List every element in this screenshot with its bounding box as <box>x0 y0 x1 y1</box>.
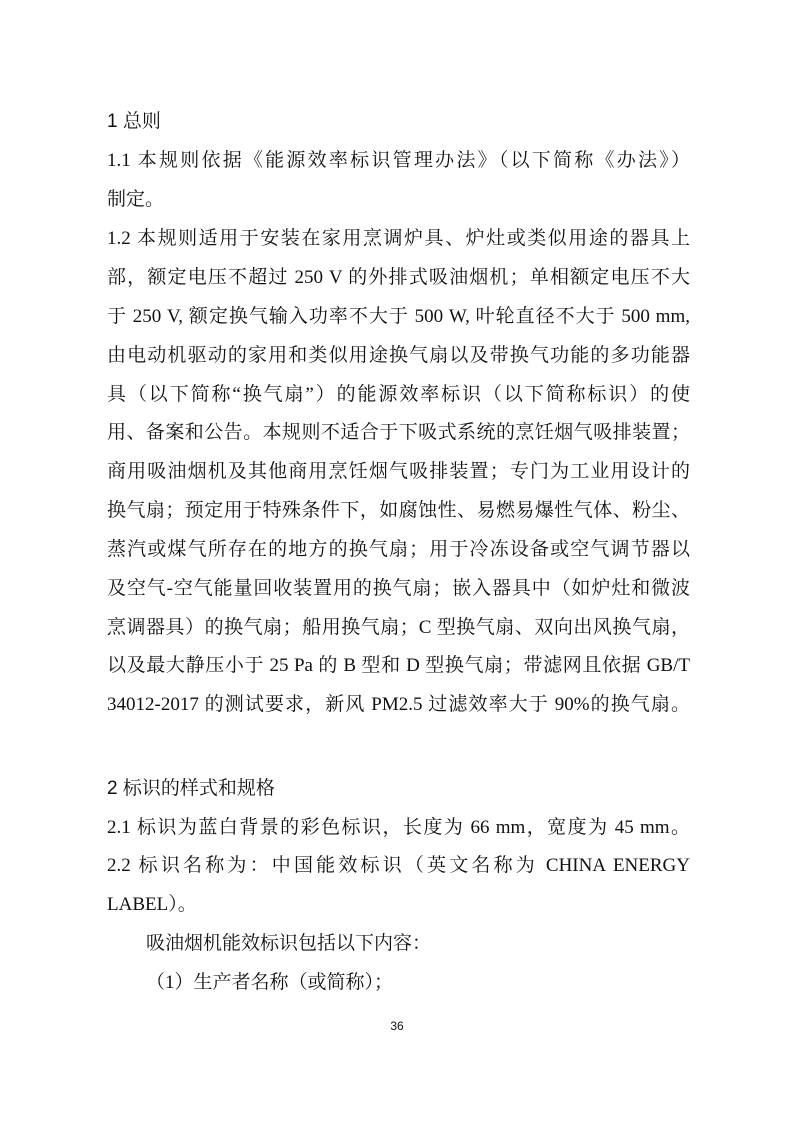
paragraph-line: 具（以下简称“换气扇”）的能源效率标识（以下简称标识）的使 <box>107 384 690 405</box>
paragraph-line: 1.2 本规则适用于安装在家用烹调炉具、炉灶或类似用途的器具上 <box>107 228 690 249</box>
paragraph-line: 烹调器具）的换气扇；船用换气扇；C 型换气扇、双向出风换气扇， <box>107 617 690 638</box>
paragraph-line: 换气扇；预定用于特殊条件下，如腐蚀性、易燃易爆性气体、粉尘、 <box>107 500 690 521</box>
paragraph-line: 由电动机驱动的家用和类似用途换气扇以及带换气功能的多功能器 <box>107 345 690 366</box>
paragraph-line: 2.2 标识名称为：中国能效标识（英文名称为 CHINA ENERGY <box>107 855 690 876</box>
paragraph-line: 部，额定电压不超过 250 V 的外排式吸油烟机；单相额定电压不大 <box>107 267 690 288</box>
section-heading: 2 标识的样式和规格 <box>107 778 275 799</box>
paragraph-line: 以及最大静压小于 25 Pa 的 B 型和 D 型换气扇；带滤网且依据 GB/T <box>107 655 690 676</box>
paragraph-line: 用、备案和公告。本规则不适合于下吸式系统的烹饪烟气吸排装置； <box>107 422 690 443</box>
paragraph-line: 蒸汽或煤气所存在的地方的换气扇；用于冷冻设备或空气调节器以 <box>107 539 690 560</box>
paragraph-line: 34012-2017 的测试要求，新风 PM2.5 过滤效率大于 90%的换气扇。 <box>107 694 690 715</box>
paragraph-line: 2.1 标识为蓝白背景的彩色标识，长度为 66 mm，宽度为 45 mm。 <box>107 817 690 838</box>
list-item: （1）生产者名称（或简称）； <box>146 972 394 993</box>
paragraph-line: 于 250 V, 额定换气输入功率不大于 500 W, 叶轮直径不大于 500 mm, <box>107 306 690 327</box>
paragraph-line: 制定。 <box>107 189 165 210</box>
paragraph-line: 商用吸油烟机及其他商用烹饪烟气吸排装置；专门为工业用设计的 <box>107 461 690 482</box>
paragraph-line: 吸油烟机能效标识包括以下内容： <box>146 933 432 954</box>
paragraph-line: LABEL）。 <box>107 894 197 915</box>
section-heading: 1 总则 <box>107 111 161 132</box>
page-number: 36 <box>390 1019 404 1033</box>
paragraph-line: 1.1 本规则依据《能源效率标识管理办法》（以下简称《办法》） <box>107 150 690 171</box>
paragraph-line: 及空气-空气能量回收装置用的换气扇；嵌入器具中（如炉灶和微波 <box>107 578 690 599</box>
